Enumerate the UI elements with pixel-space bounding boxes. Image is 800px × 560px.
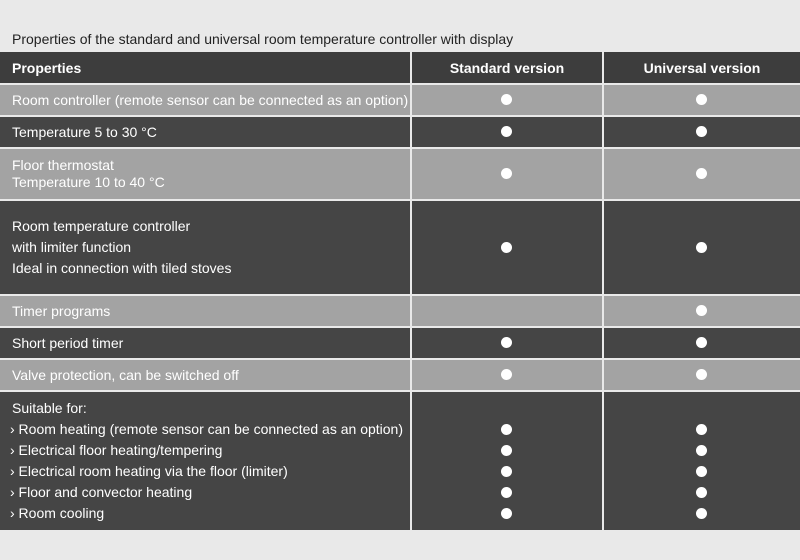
standard-cell: [412, 149, 604, 201]
property-label: Temperature 5 to 30 °C: [12, 124, 157, 140]
bullet-icon: [696, 305, 707, 316]
suitable-item: › Room heating (remote sensor can be connected as an option): [10, 421, 404, 437]
property-cell: [0, 360, 412, 392]
suitable-cell: [0, 392, 412, 530]
table-row: [0, 296, 800, 328]
header-row: [0, 52, 800, 85]
standard-cell: [412, 117, 604, 149]
universal-cell: [604, 328, 800, 360]
property-label: Room temperature controller: [12, 218, 191, 234]
suitable-heading: Suitable for:: [12, 400, 87, 416]
property-label: Temperature 10 to 40 °C: [12, 174, 165, 190]
suitable-row: [0, 392, 800, 530]
property-cell: [0, 296, 412, 328]
table-row: [0, 201, 800, 296]
property-label: Floor thermostat: [12, 157, 114, 173]
universal-cell: [604, 85, 800, 117]
bullet-icon: [501, 168, 512, 179]
universal-cell: [604, 392, 800, 530]
bullet-icon: [696, 508, 707, 519]
bullet-icon: [501, 487, 512, 498]
bullet-icon: [696, 94, 707, 105]
table-row: [0, 117, 800, 149]
property-cell: [0, 328, 412, 360]
property-cell: [0, 117, 412, 149]
bullet-icon: [501, 466, 512, 477]
universal-cell: [604, 117, 800, 149]
bullet-icon: [696, 168, 707, 179]
bullet-icon: [696, 369, 707, 380]
property-cell: [0, 149, 412, 201]
standard-cell: [412, 360, 604, 392]
bullet-icon: [501, 508, 512, 519]
bullet-icon: [501, 94, 512, 105]
header-standard-version: Standard version: [412, 52, 604, 85]
bullet-icon: [696, 242, 707, 253]
bullet-icon: [696, 424, 707, 435]
bullet-icon: [501, 126, 512, 137]
property-cell: [0, 85, 412, 117]
property-label: Short period timer: [12, 335, 124, 351]
suitable-item: › Electrical floor heating/tempering: [10, 442, 223, 458]
bullet-icon: [501, 424, 512, 435]
property-label: Timer programs: [12, 303, 111, 319]
standard-cell: [412, 392, 604, 530]
property-cell: [0, 201, 412, 296]
suitable-item: › Floor and convector heating: [10, 484, 193, 500]
bullet-icon: [501, 337, 512, 348]
header-properties: Properties: [0, 52, 412, 85]
bullet-icon: [696, 445, 707, 456]
universal-cell: [604, 201, 800, 296]
universal-cell: [604, 360, 800, 392]
bullet-icon: [696, 126, 707, 137]
standard-cell: [412, 85, 604, 117]
bullet-icon: [696, 466, 707, 477]
suitable-item: › Electrical room heating via the floor (limiter): [10, 463, 288, 479]
suitable-item: › Room cooling: [10, 505, 105, 521]
bullet-icon: [696, 487, 707, 498]
table-row: [0, 328, 800, 360]
properties-table: [0, 52, 800, 530]
bullet-icon: [501, 242, 512, 253]
bullet-icon: [501, 445, 512, 456]
standard-cell: [412, 296, 604, 328]
property-label: Ideal in connection with tiled stoves: [12, 260, 232, 276]
table-row: [0, 149, 800, 201]
property-label: Valve protection, can be switched off: [12, 367, 239, 383]
universal-cell: [604, 149, 800, 201]
property-label: Room controller (remote sensor can be connected as an option): [12, 92, 409, 108]
universal-cell: [604, 296, 800, 328]
table-row: [0, 85, 800, 117]
table-title: Properties of the standard and universal room temperature controller with display: [12, 31, 514, 47]
table-row: [0, 360, 800, 392]
standard-cell: [412, 201, 604, 296]
bullet-icon: [696, 337, 707, 348]
property-label: with limiter function: [12, 239, 132, 255]
bullet-icon: [501, 369, 512, 380]
standard-cell: [412, 328, 604, 360]
header-universal-version: Universal version: [604, 52, 800, 85]
